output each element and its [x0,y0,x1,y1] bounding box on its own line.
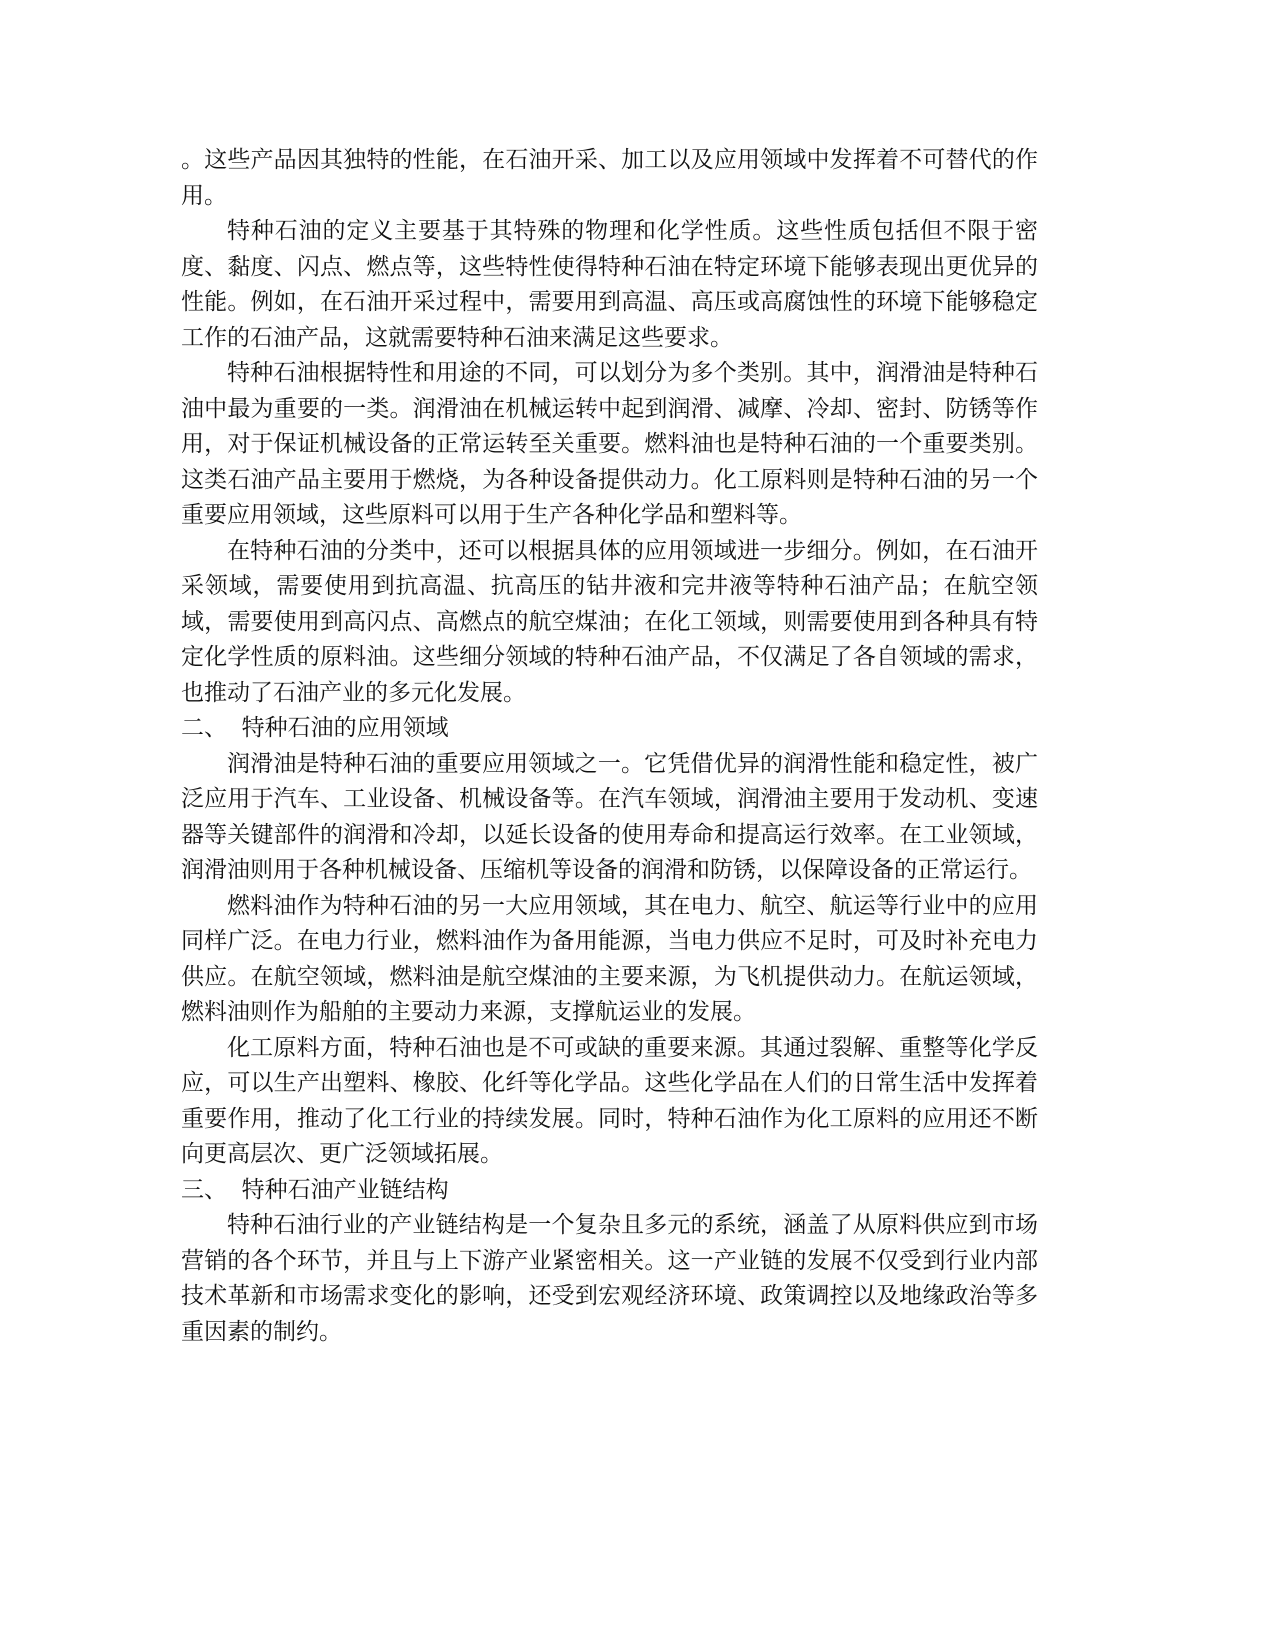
paragraph-fuel-oil: 燃料油作为特种石油的另一大应用领域，其在电力、航空、航运等行业中的应用同样广泛。在电力行业，燃料油作为备用能源，当电力供应不足时，可及时补充电力供应。在航空领域，燃料油是航空煤油的主要来源，为飞机提供动力。在航运领域，燃料油则作为船舶的主要动力来源，支撑航运业的发展。 [181,892,1038,1025]
paragraph-lubricants: 润滑油是特种石油的重要应用领域之一。它凭借优异的润滑性能和稳定性，被广泛应用于汽车、工业设备、机械设备等。在汽车领域，润滑油主要用于发动机、变速器等关键部件的润滑和冷却，以延长设备的使用寿命和提高运行效率。在工业领域，润滑油则用于各种机械设备、压缩机等设备的润滑和防锈，以保障设备的正常运行。 [181,750,1038,883]
paragraph-categories: 特种石油根据特性和用途的不同，可以划分为多个类别。其中，润滑油是特种石油中最为重要的一类。润滑油在机械运转中起到润滑、减摩、冷却、密封、防锈等作用，对于保证机械设备的正常运转至关重要。燃料油也是特种石油的一个重要类别。这类石油产品主要用于燃烧，为各种设备提供动力。化工原料则是特种石油的另一个重要应用领域，这些原料可以用于生产各种化学品和塑料等。 [181,360,1038,528]
paragraph-definition: 特种石油的定义主要基于其特殊的物理和化学性质。这些性质包括但不限于密度、黏度、闪点、燃点等，这些特性使得特种石油在特定环境下能够表现出更优异的性能。例如，在石油开采过程中，需要用到高温、高压或高腐蚀性的环境下能够稳定工作的石油产品，这就需要特种石油来满足这些要求。 [181,218,1038,351]
paragraph-intro-continuation: 。这些产品因其独特的性能，在石油开采、加工以及应用领域中发挥着不可替代的作用。 [181,147,1038,209]
section-heading-industry-chain: 三、 特种石油产业链结构 [181,1176,449,1203]
paragraph-chemical-feedstock: 化工原料方面，特种石油也是不可或缺的重要来源。其通过裂解、重整等化学反应，可以生产出塑料、橡胶、化纤等化学品。这些化学品在人们的日常生活中发挥着重要作用，推动了化工行业的持续发展。同时，特种石油作为化工原料的应用还不断向更高层次、更广泛领域拓展。 [181,1034,1038,1167]
document-page [181,143,1038,1350]
paragraph-subcategories: 在特种石油的分类中，还可以根据具体的应用领域进一步细分。例如，在石油开采领域，需要使用到抗高温、抗高压的钻井液和完井液等特种石油产品；在航空领域，需要使用到高闪点、高燃点的航空煤油；在化工领域，则需要使用到各种具有特定化学性质的原料油。这些细分领域的特种石油产品，不仅满足了各自领域的需求，也推动了石油产业的多元化发展。 [181,537,1038,706]
section-heading-applications: 二、 特种石油的应用领域 [181,715,449,741]
paragraph-industry-chain: 特种石油行业的产业链结构是一个复杂且多元的系统，涵盖了从原料供应到市场营销的各个环节，并且与上下游产业紧密相关。这一产业链的发展不仅受到行业内部技术革新和市场需求变化的影响，还受到宏观经济环境、政策调控以及地缘政治等多重因素的制约。 [181,1212,1038,1345]
